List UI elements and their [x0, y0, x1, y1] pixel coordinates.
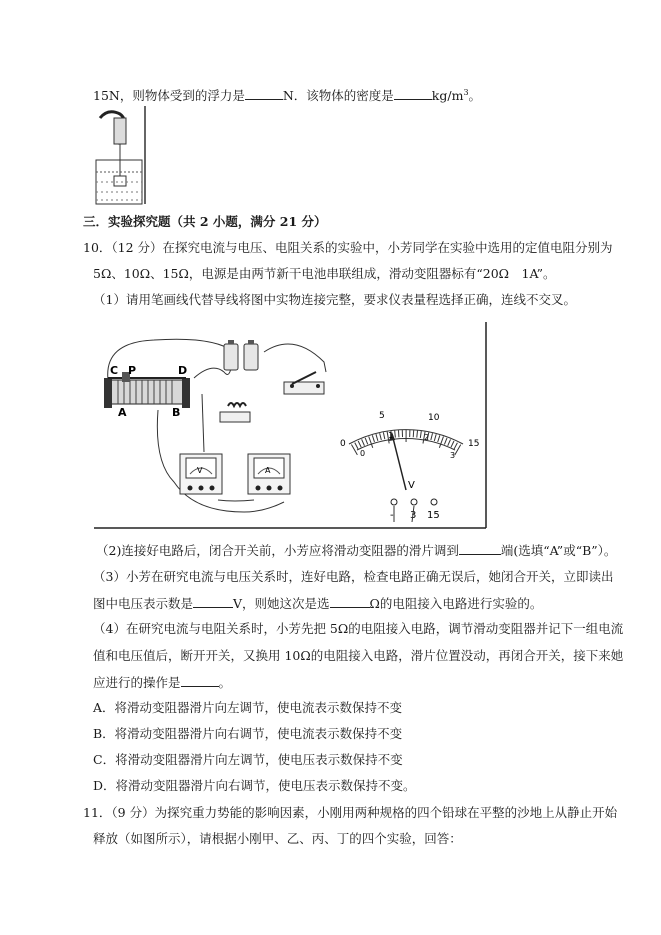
ammeter-face-label: A [265, 466, 271, 475]
dial-tick [358, 441, 361, 447]
voltmeter-needle [392, 434, 406, 490]
q9-spring-scale-figure [90, 104, 150, 206]
q10-part3-text-1: 图中电压表示数是 [93, 596, 194, 611]
rheostat-label-b: B [172, 406, 181, 419]
q10-resistor-blank[interactable] [330, 594, 370, 608]
dial-tick [383, 432, 384, 439]
q9-unit-sup: 3 [463, 88, 469, 97]
dial-tick [417, 431, 418, 438]
q10-part4-text-1: 应进行的操作是 [93, 675, 181, 690]
ammeter-device [248, 454, 290, 494]
dial-top-10: 10 [428, 413, 440, 423]
voltmeter-device [180, 454, 222, 494]
dial-tick [362, 439, 365, 445]
q9-text-c: kg/m [431, 88, 464, 104]
dial-tick [365, 438, 368, 444]
q10-part2 [96, 541, 616, 560]
q10-option-b[interactable]: B．将滑动变阻器滑片向右调节，使电流表示数保持不变 [93, 726, 403, 741]
q11-head: 11．（9 分）为探究重力势能的影响因素，小刚用两种规格的四个铅球在平整的沙地上从静止开始 [83, 805, 618, 820]
dial-tick [395, 431, 396, 438]
dial-tick [420, 431, 421, 438]
section-3-title: 三．实验探究题（共 2 小题，满分 21 分） [83, 214, 327, 229]
q9-text-b: N．该物体的密度是 [282, 88, 394, 104]
q10-part4-b: 值和电压值后，断开开关，又换用 10Ω的电阻接入电路，滑片位置没动，再闭合开关，接下来她 [93, 648, 624, 663]
dial-tick [454, 443, 457, 449]
q9-text-a: 15N，则物体受到的浮力是 [93, 88, 245, 104]
dial-tick [372, 435, 374, 442]
q10-part2-text-a: （2)连接好电路后，闭合开关前，小芳应将滑动变阻器的滑片调到 [96, 543, 459, 558]
dial-tick [355, 443, 358, 449]
q10-part3-text-2: V，则她这次是选 [233, 596, 330, 611]
terminal-neg: - [390, 510, 394, 521]
dial-tick [448, 439, 451, 445]
q10-part2-blank[interactable] [459, 541, 501, 555]
dial-bottom-3: 3 [450, 451, 456, 460]
q10-part3-a: （3）小芳在研究电流与电压关系时，连好电路，检查电路正确无误后，她闭合开关，立即读出 [93, 569, 614, 584]
dial-tick [444, 438, 447, 444]
q10-part4-blank[interactable] [181, 673, 219, 687]
q9-density-blank[interactable] [394, 86, 432, 100]
rheostat-label-a: A [118, 406, 127, 419]
q10-part4-a: （4）在研究电流与电阻关系时，小芳先把 5Ω的电阻接入电路，调节滑动变阻器并记下一组电流 [93, 621, 624, 636]
q10-part2-text-b: 端(选填“A”或“B”）。 [500, 543, 617, 558]
terminal-3: 3 [410, 510, 417, 521]
dial-bottom-1: 1 [388, 431, 394, 440]
dial-tick [376, 434, 378, 441]
q10-option-a[interactable]: A．将滑动变阻器滑片向左调节，使电流表示数保持不变 [93, 700, 403, 715]
dial-bottom-0: 0 [360, 449, 366, 458]
q10-part1: （1）请用笔画线代替导线将图中实物连接完整，要求仪表量程选择正确，连线不交叉。 [93, 292, 576, 307]
dial-tick [431, 433, 433, 440]
dial-top-0: 0 [340, 439, 346, 449]
q10-circuit-figure [94, 322, 488, 530]
dial-top-15: 15 [468, 439, 480, 449]
voltmeter-face-label: V [197, 466, 203, 475]
rheostat-label-p: P [128, 364, 137, 377]
q9-tail-line [93, 84, 481, 105]
q9-text-end: 。 [468, 88, 482, 104]
q10-option-d[interactable]: D．将滑动变阻器滑片向右调节，使电压表示数保持不变。 [93, 778, 416, 793]
q9-buoyancy-blank[interactable] [245, 86, 283, 100]
dial-tick [380, 433, 382, 440]
q10-part4-c [93, 673, 231, 692]
q10-option-c[interactable]: C．将滑动变阻器滑片向左调节，使电压表示数保持不变 [93, 752, 403, 767]
dial-unit-v: V [408, 480, 415, 491]
dial-tick [369, 437, 373, 448]
rheostat-label-c: C [110, 364, 119, 377]
dial-tick [438, 435, 440, 442]
voltmeter-dial [349, 430, 463, 490]
terminal-15: 15 [427, 510, 440, 521]
rheostat-label-d: D [178, 364, 188, 377]
q11-head2: 释放（如图所示），请根据小刚甲、乙、丙、丁的四个实验，回答： [93, 831, 462, 846]
q10-part4-text-2: 。 [218, 675, 232, 690]
q10-head: 10．（12 分）在探究电流与电压、电阻关系的实验中，小芳同学在实验中选用的定值电阻分别为 [83, 240, 613, 255]
q10-voltage-blank[interactable] [193, 594, 233, 608]
dial-top-5: 5 [379, 411, 385, 421]
dial-tick [434, 434, 436, 441]
dial-tick [451, 441, 454, 447]
q10-part3-b [93, 594, 542, 613]
dial-bottom-2: 2 [424, 433, 430, 442]
q10-head2: 5Ω、10Ω、15Ω，电源是由两节新干电池串联组成，滑动变阻器标有“20Ω 1A”。 [93, 266, 556, 281]
q10-part3-text-3: Ω的电阻接入电路进行实验的。 [369, 596, 543, 611]
dial-tick [439, 437, 443, 448]
